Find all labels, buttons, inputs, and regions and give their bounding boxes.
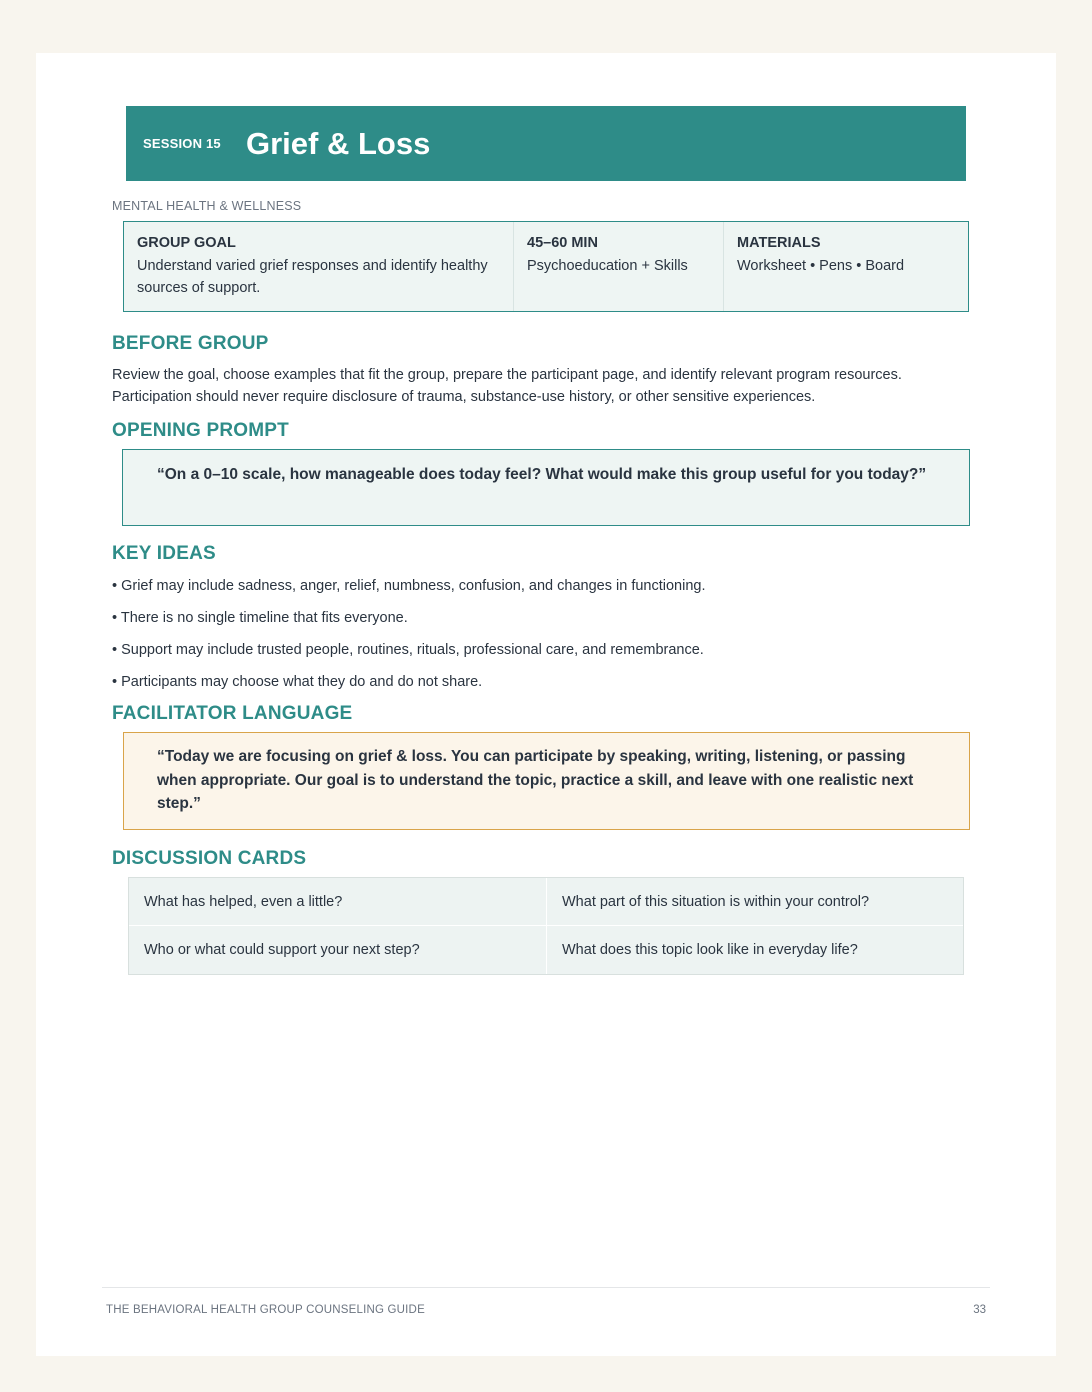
facilitator-language-box: “Today we are focusing on grief & loss. You can participate by speaking, writing, listening, or passing when appropriate. Our goal is to understand the topic, practice a skill, and leave with one realistic next step.” [123,732,970,830]
page-number: 33 [973,1304,986,1316]
opening-prompt-box: “On a 0–10 scale, how manageable does today feel? What would make this group useful for you today?” [122,449,970,526]
discussion-card: Who or what could support your next step? [129,926,547,974]
opening-prompt-heading: OPENING PROMPT [112,420,289,441]
duration-heading: 45–60 MIN [527,235,598,251]
duration-cell [514,222,724,311]
list-item: • Participants may choose what they do and do not share. [112,674,483,690]
materials-text: Worksheet • Pens • Board [737,258,905,274]
group-goal-heading: GROUP GOAL [137,235,236,251]
page-title: Grief & Loss [246,125,431,161]
materials-cell [724,222,968,311]
facilitator-language-heading: FACILITATOR LANGUAGE [112,703,353,724]
before-group-heading: BEFORE GROUP [112,333,269,354]
key-ideas-list [112,573,962,701]
group-goal-cell [124,222,514,311]
discussion-cards-grid [128,877,964,975]
key-ideas-heading: KEY IDEAS [112,543,216,564]
before-group-text: Review the goal, choose examples that fit the group, prepare the participant page, and identify relevant program resources. Participation should never require disclosure of trauma, substance-use history, or other sensitive experiences. [112,367,902,405]
list-item: • Grief may include sadness, anger, relief, numbness, confusion, and changes in functioning. [112,578,706,594]
session-info-table [123,221,969,312]
footer-divider [102,1287,990,1288]
materials-heading: MATERIALS [737,235,821,251]
duration-text: Psychoeducation + Skills [527,258,688,274]
list-item: • There is no single timeline that fits everyone. [112,610,408,626]
discussion-cards-heading: DISCUSSION CARDS [112,848,307,869]
discussion-card: What part of this situation is within your control? [547,878,963,926]
discussion-card: What has helped, even a little? [129,878,547,926]
group-goal-text: Understand varied grief responses and identify healthy sources of support. [137,258,488,296]
page [36,53,1056,1356]
session-label: SESSION 15 [143,136,221,151]
list-item: • Support may include trusted people, routines, rituals, professional care, and remembrance. [112,642,704,658]
footer-guide-title: THE BEHAVIORAL HEALTH GROUP COUNSELING GUIDE [106,1304,425,1316]
discussion-card: What does this topic look like in everyday life? [562,942,858,958]
category-label: MENTAL HEALTH & WELLNESS [112,199,302,213]
session-banner [126,106,966,181]
